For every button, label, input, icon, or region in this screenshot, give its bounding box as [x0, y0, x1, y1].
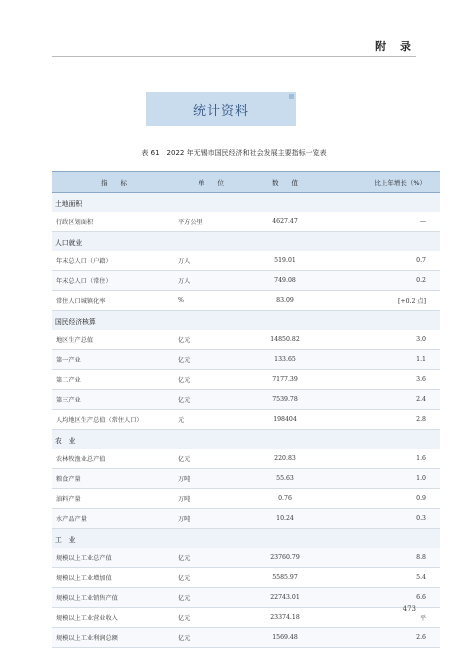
table-row [52, 509, 440, 529]
table-row [52, 608, 440, 628]
table-row [52, 350, 440, 370]
indicator-name-cell: 行政区划面积 [52, 212, 172, 232]
table-row [52, 271, 440, 291]
indicator-name-cell: 年末总人口（户籍） [52, 251, 172, 271]
growth-cell: 1.1 [326, 350, 440, 370]
column-header-value: 数 值 [244, 172, 326, 193]
value-cell: 83.09 [244, 291, 326, 311]
value-cell: 133.65 [244, 350, 326, 370]
banner-corner-mark [289, 94, 294, 99]
unit-cell: % [172, 291, 244, 311]
table-row [52, 291, 440, 311]
table-row [52, 251, 440, 271]
growth-cell: 3.6 [326, 370, 440, 390]
table-row [52, 449, 440, 469]
indicator-name-cell: 第二产业 [52, 370, 172, 390]
section-title-cell [52, 430, 440, 450]
indicator-name-cell: 农林牧渔业总产值 [52, 449, 172, 469]
value-cell: 22743.01 [244, 588, 326, 608]
indicator-name-cell: 规模以上工业总产值 [52, 548, 172, 568]
column-header-growth: 比上年增长（%） [326, 172, 440, 193]
table-row [52, 548, 440, 568]
value-cell: 1569.48 [244, 628, 326, 648]
section-title: 土地面积 [55, 199, 83, 208]
growth-cell: — [326, 212, 440, 232]
growth-cell: 2.8 [326, 410, 440, 430]
unit-cell: 亿元 [172, 608, 244, 628]
table-body [52, 193, 440, 648]
value-cell: 7539.78 [244, 390, 326, 410]
banner-title: 统计资料 [192, 103, 249, 119]
page-number: 473 [402, 605, 416, 613]
table-row [52, 370, 440, 390]
growth-cell: 1.0 [326, 469, 440, 489]
unit-cell: 亿元 [172, 330, 244, 350]
unit-cell: 亿元 [172, 568, 244, 588]
column-header-unit: 单 位 [172, 172, 244, 193]
column-header-indicator: 指 标 [52, 172, 172, 193]
table-row [52, 568, 440, 588]
growth-cell: 0.2 [326, 271, 440, 291]
indicator-name-cell: 水产品产量 [52, 509, 172, 529]
unit-cell: 亿元 [172, 628, 244, 648]
indicator-name-cell: 地区生产总值 [52, 330, 172, 350]
growth-cell: 0.3 [326, 509, 440, 529]
section-row [52, 193, 440, 213]
growth-cell: 0.9 [326, 489, 440, 509]
table-caption: 表 61 2022 年无锡市国民经济和社会发展主要指标一览表 [141, 149, 327, 157]
indicator-name-cell: 规模以上工业销售产值 [52, 588, 172, 608]
unit-cell: 亿元 [172, 449, 244, 469]
section-row [52, 232, 440, 252]
indicator-name-cell: 规模以上工业营业收入 [52, 608, 172, 628]
value-cell: 5585.97 [244, 568, 326, 588]
indicator-name-cell: 粮食产量 [52, 469, 172, 489]
growth-cell: 3.0 [326, 330, 440, 350]
section-title: 工 业 [55, 535, 76, 544]
indicator-name-cell: 规模以上工业增加值 [52, 568, 172, 588]
value-cell: 10.24 [244, 509, 326, 529]
growth-cell: 1.6 [326, 449, 440, 469]
indicator-name-cell: 规模以上工业利润总额 [52, 628, 172, 648]
header-divider [52, 56, 416, 57]
growth-cell: 2.6 [326, 628, 440, 648]
growth-cell: 2.4 [326, 390, 440, 410]
value-cell: 198404 [244, 410, 326, 430]
value-cell: 23374.18 [244, 608, 326, 628]
table-row [52, 410, 440, 430]
table-row [52, 469, 440, 489]
unit-cell: 亿元 [172, 390, 244, 410]
statistics-table [52, 171, 440, 648]
table-row [52, 588, 440, 608]
value-cell: 14850.82 [244, 330, 326, 350]
growth-cell: 平 [326, 608, 440, 628]
growth-cell: 0.7 [326, 251, 440, 271]
growth-cell: 8.8 [326, 548, 440, 568]
indicator-name-cell: 第一产业 [52, 350, 172, 370]
unit-cell: 亿元 [172, 370, 244, 390]
table-row [52, 212, 440, 232]
value-cell: 7177.39 [244, 370, 326, 390]
value-cell: 4627.47 [244, 212, 326, 232]
indicator-name-cell: 人均地区生产总值（常住人口） [52, 410, 172, 430]
table-row [52, 330, 440, 350]
unit-cell: 万人 [172, 251, 244, 271]
unit-cell: 万吨 [172, 509, 244, 529]
section-title-cell [52, 232, 440, 252]
indicator-name-cell: 油料产量 [52, 489, 172, 509]
growth-cell: 5.4 [326, 568, 440, 588]
section-title: 人口就业 [55, 238, 83, 247]
table-row [52, 628, 440, 648]
value-cell: 23760.79 [244, 548, 326, 568]
section-header-label: 附 录 [375, 40, 416, 53]
section-title-cell [52, 311, 440, 331]
unit-cell: 万人 [172, 271, 244, 291]
table-row [52, 390, 440, 410]
indicator-name-cell: 常住人口城镇化率 [52, 291, 172, 311]
value-cell: 220.83 [244, 449, 326, 469]
section-title-cell [52, 193, 440, 213]
section-title-cell [52, 529, 440, 549]
indicator-name-cell: 年末总人口（常住） [52, 271, 172, 291]
section-row [52, 311, 440, 331]
unit-cell: 万吨 [172, 469, 244, 489]
section-row [52, 430, 440, 450]
unit-cell: 亿元 [172, 350, 244, 370]
section-title: 国民经济核算 [55, 317, 96, 326]
value-cell: 749.08 [244, 271, 326, 291]
unit-cell: 平方公里 [172, 212, 244, 232]
table-row [52, 489, 440, 509]
table-header-row [52, 172, 440, 193]
unit-cell: 元 [172, 410, 244, 430]
indicator-name-cell: 第三产业 [52, 390, 172, 410]
value-cell: 519.01 [244, 251, 326, 271]
unit-cell: 亿元 [172, 588, 244, 608]
section-banner [146, 92, 296, 126]
value-cell: 0.76 [244, 489, 326, 509]
value-cell: 55.63 [244, 469, 326, 489]
growth-cell: [+0.2 点] [326, 291, 440, 311]
section-title: 农 业 [55, 436, 76, 445]
unit-cell: 万吨 [172, 489, 244, 509]
unit-cell: 亿元 [172, 548, 244, 568]
section-row [52, 529, 440, 549]
growth-cell: 6.6 [326, 588, 440, 608]
